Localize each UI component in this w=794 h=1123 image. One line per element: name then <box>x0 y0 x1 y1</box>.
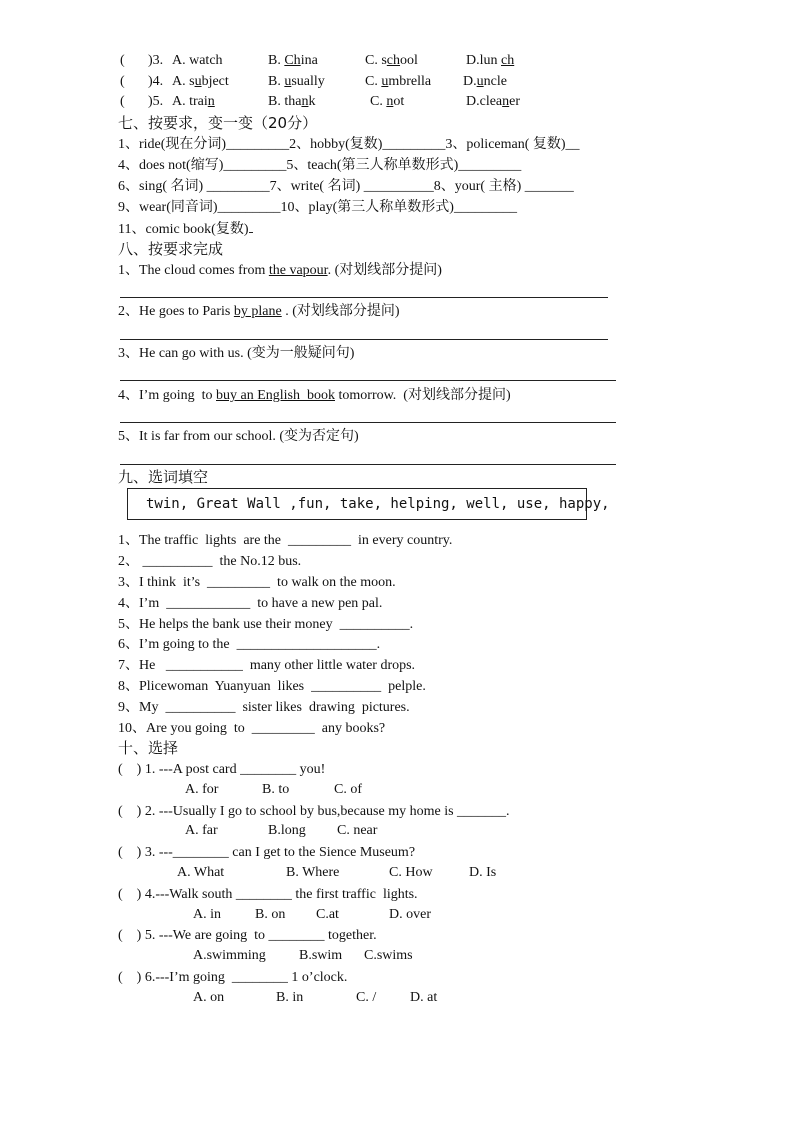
mc-option: C. of <box>334 782 362 797</box>
option-c: C. umbrella <box>365 74 432 89</box>
option-b: B. usually <box>268 74 325 89</box>
option-b: B. China <box>268 53 318 68</box>
mc-option: D. at <box>410 990 438 1005</box>
answer-paren[interactable]: ( <box>120 74 125 89</box>
mc-option: B. Where <box>286 865 340 880</box>
transform-line-4[interactable]: 9、wear(同音词)_________10、play(第三人称单数形式)_________ <box>118 200 517 215</box>
mc-question-2[interactable]: ( ) 2. ---Usually I go to school by bus,because my home is _______. <box>118 804 510 819</box>
mc-option: A. What <box>177 865 225 880</box>
mc-option: A. far <box>185 823 218 838</box>
question-number: )5. <box>148 94 164 109</box>
mc-option: B. in <box>276 990 304 1005</box>
mc-option: D. over <box>389 907 431 922</box>
fill-item-1[interactable]: 1、The traffic lights are the _________ in every country. <box>118 533 453 548</box>
transform-line-1[interactable]: 1、ride(现在分词)_________2、hobby(复数)_________3、policeman( 复数)__ <box>118 137 580 152</box>
question-number: )3. <box>148 53 164 68</box>
option-b: B. thank <box>268 94 316 109</box>
fill-item-5[interactable]: 5、He helps the bank use their money __________. <box>118 617 414 632</box>
option-a: A. subject <box>172 74 229 89</box>
rewrite-question-5: 5、It is far from our school. (变为否定句) <box>118 429 359 444</box>
mc-question-5[interactable]: ( ) 5. ---We are going to ________ together. <box>118 928 377 943</box>
mc-option: C. near <box>337 823 378 838</box>
mc-option: B. on <box>255 907 286 922</box>
mc-option: C. / <box>356 990 377 1005</box>
answer-line-1[interactable] <box>120 297 608 298</box>
mc-question-3[interactable]: ( ) 3. ---________ can I get to the Sience Museum? <box>118 845 416 860</box>
rewrite-question-1: 1、The cloud comes from the vapour. (对划线部分提问) <box>118 263 442 278</box>
fill-item-4[interactable]: 4、I’m ____________ to have a new pen pal. <box>118 596 383 611</box>
option-a: A. train <box>172 94 215 109</box>
question-number: )4. <box>148 74 164 89</box>
mc-option: D. Is <box>469 865 497 880</box>
rewrite-question-2: 2、He goes to Paris by plane . (对划线部分提问) <box>118 304 400 319</box>
fill-item-6[interactable]: 6、I’m going to the ____________________. <box>118 637 381 652</box>
answer-line-3[interactable] <box>120 380 616 381</box>
fill-item-3[interactable]: 3、I think it’s _________ to walk on the moon. <box>118 575 396 590</box>
fill-item-2[interactable]: 2、 __________ the No.12 bus. <box>118 554 302 569</box>
answer-line-2[interactable] <box>120 339 608 340</box>
mc-question-4[interactable]: ( ) 4.---Walk south ________ the first traffic lights. <box>118 887 418 902</box>
fill-item-8[interactable]: 8、Plicewoman Yuanyuan likes __________ pelple. <box>118 679 426 694</box>
answer-line-4[interactable] <box>120 422 616 423</box>
transform-line-2[interactable]: 4、does not(缩写)_________5、teach(第三人称单数形式)_________ <box>118 158 522 173</box>
transform-line-5[interactable]: 11、comic book(复数) <box>118 220 253 239</box>
option-d: D.uncle <box>463 74 507 89</box>
mc-option: B. to <box>262 782 290 797</box>
section-title-10: 十、选择 <box>118 739 179 757</box>
mc-question-1[interactable]: ( ) 1. ---A post card ________ you! <box>118 762 326 777</box>
mc-option: B.long <box>268 823 306 838</box>
mc-option: A. in <box>193 907 221 922</box>
mc-option: C. How <box>389 865 433 880</box>
option-d: D.cleaner <box>466 94 521 109</box>
mc-option: A. for <box>185 782 219 797</box>
section-title-9: 九、选词填空 <box>118 468 209 486</box>
answer-line-5[interactable] <box>120 464 616 465</box>
section-title-8: 八、按要求完成 <box>118 240 224 258</box>
mc-option: C.swims <box>364 948 413 963</box>
mc-question-6[interactable]: ( ) 6.---I’m going ________ 1 o’clock. <box>118 970 348 985</box>
fill-item-7[interactable]: 7、He ___________ many other little water drops. <box>118 658 416 673</box>
answer-paren[interactable]: ( <box>120 94 125 109</box>
answer-paren[interactable]: ( <box>120 53 125 68</box>
mc-option: A.swimming <box>193 948 266 963</box>
word-bank: twin, Great Wall ,fun, take, helping, well, use, happy, <box>146 496 610 512</box>
mc-option: C.at <box>316 907 339 922</box>
rewrite-question-4: 4、I’m going to buy an English book tomorrow. (对划线部分提问) <box>118 388 511 403</box>
option-c: C. school <box>365 53 418 68</box>
option-a: A. watch <box>172 53 223 68</box>
fill-item-10[interactable]: 10、Are you going to _________ any books? <box>118 721 386 736</box>
mc-option: B.swim <box>299 948 343 963</box>
option-c: C. not <box>370 94 405 109</box>
rewrite-question-3: 3、He can go with us. (变为一般疑问句) <box>118 346 355 361</box>
option-d: D.lun ch <box>466 53 515 68</box>
mc-option: A. on <box>193 990 225 1005</box>
section-title-7: 七、按要求，变一变（20分） <box>118 114 318 132</box>
transform-line-3[interactable]: 6、sing( 名词) _________7、write( 名词) __________8、your( 主格) _______ <box>118 179 574 194</box>
fill-item-9[interactable]: 9、My __________ sister likes drawing pictures. <box>118 700 410 715</box>
